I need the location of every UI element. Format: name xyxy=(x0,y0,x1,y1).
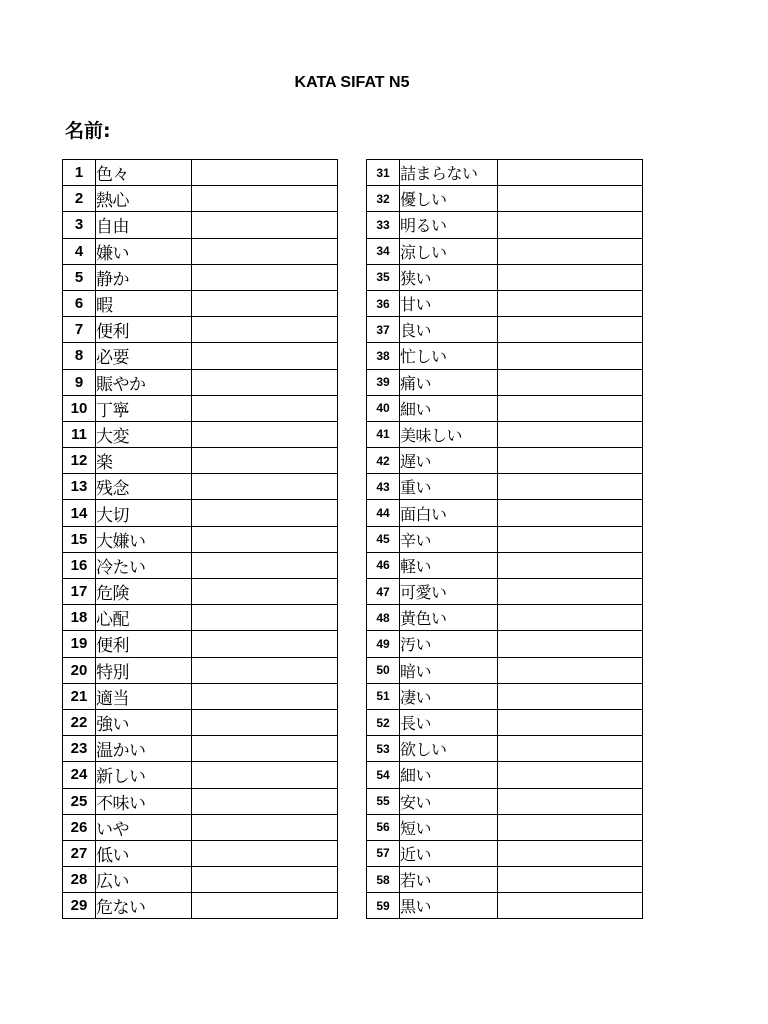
row-number: 10 xyxy=(63,395,96,421)
table-row xyxy=(367,579,643,605)
row-number: 6 xyxy=(63,290,96,316)
table-row xyxy=(367,683,643,709)
row-number: 56 xyxy=(367,814,400,840)
vocab-word: 便利 xyxy=(96,631,192,657)
table-row xyxy=(367,840,643,866)
row-number: 2 xyxy=(63,186,96,212)
table-row xyxy=(63,736,338,762)
vocab-word: 細い xyxy=(400,395,498,421)
vocab-word: 新しい xyxy=(96,762,192,788)
row-number: 47 xyxy=(367,579,400,605)
answer-cell[interactable] xyxy=(498,186,643,212)
vocab-word: 温かい xyxy=(96,736,192,762)
vocab-word: 美味しい xyxy=(400,421,498,447)
row-number: 9 xyxy=(63,369,96,395)
vocab-word: 重い xyxy=(400,474,498,500)
table-row xyxy=(367,762,643,788)
table-row xyxy=(367,212,643,238)
vocab-word: 良い xyxy=(400,317,498,343)
answer-cell[interactable] xyxy=(192,186,338,212)
answer-cell[interactable] xyxy=(498,736,643,762)
row-number: 49 xyxy=(367,631,400,657)
vocab-word: 暇 xyxy=(96,290,192,316)
row-number: 1 xyxy=(63,160,96,186)
answer-cell[interactable] xyxy=(498,369,643,395)
vocab-word: 適当 xyxy=(96,683,192,709)
answer-cell[interactable] xyxy=(498,343,643,369)
answer-cell[interactable] xyxy=(192,814,338,840)
row-number: 11 xyxy=(63,421,96,447)
answer-cell[interactable] xyxy=(192,448,338,474)
table-row xyxy=(367,893,643,919)
answer-cell[interactable] xyxy=(498,395,643,421)
row-number: 18 xyxy=(63,605,96,631)
vocab-word: 自由 xyxy=(96,212,192,238)
answer-cell[interactable] xyxy=(192,840,338,866)
vocab-word: 特別 xyxy=(96,657,192,683)
vocab-word: 広い xyxy=(96,867,192,893)
row-number: 34 xyxy=(367,238,400,264)
row-number: 31 xyxy=(367,160,400,186)
table-row xyxy=(63,709,338,735)
row-number: 36 xyxy=(367,290,400,316)
table-row xyxy=(63,867,338,893)
table-row xyxy=(63,212,338,238)
vocab-word: 可愛い xyxy=(400,579,498,605)
table-row xyxy=(367,474,643,500)
answer-cell[interactable] xyxy=(498,814,643,840)
answer-cell[interactable] xyxy=(192,526,338,552)
vocab-word: 明るい xyxy=(400,212,498,238)
table-row xyxy=(63,160,338,186)
vocab-word: 黄色い xyxy=(400,605,498,631)
row-number: 55 xyxy=(367,788,400,814)
answer-cell[interactable] xyxy=(498,160,643,186)
table-row xyxy=(63,343,338,369)
vocab-word: 危ない xyxy=(96,893,192,919)
answer-cell[interactable] xyxy=(192,736,338,762)
table-row xyxy=(367,500,643,526)
vocab-word: 静か xyxy=(96,264,192,290)
table-row xyxy=(63,448,338,474)
vocab-word: 面白い xyxy=(400,500,498,526)
row-number: 24 xyxy=(63,762,96,788)
table-row xyxy=(367,369,643,395)
row-number: 7 xyxy=(63,317,96,343)
vocab-word: 大嫌い xyxy=(96,526,192,552)
answer-cell[interactable] xyxy=(192,317,338,343)
table-row xyxy=(63,893,338,919)
table-row xyxy=(63,317,338,343)
row-number: 46 xyxy=(367,552,400,578)
table-row xyxy=(63,395,338,421)
row-number: 38 xyxy=(367,343,400,369)
table-row xyxy=(367,395,643,421)
table-row xyxy=(63,762,338,788)
vocab-word: 涼しい xyxy=(400,238,498,264)
table-row xyxy=(63,814,338,840)
table-row xyxy=(63,186,338,212)
row-number: 17 xyxy=(63,579,96,605)
vocab-word: 丁寧 xyxy=(96,395,192,421)
table-row xyxy=(63,605,338,631)
row-number: 54 xyxy=(367,762,400,788)
table-row xyxy=(63,631,338,657)
name-label: 名前: xyxy=(65,120,111,142)
row-number: 12 xyxy=(63,448,96,474)
vocab-word: 安い xyxy=(400,788,498,814)
row-number: 8 xyxy=(63,343,96,369)
answer-cell[interactable] xyxy=(192,657,338,683)
row-number: 26 xyxy=(63,814,96,840)
vocab-word: 低い xyxy=(96,840,192,866)
row-number: 20 xyxy=(63,657,96,683)
table-row xyxy=(63,238,338,264)
table-row xyxy=(367,605,643,631)
table-row xyxy=(63,474,338,500)
row-number: 43 xyxy=(367,474,400,500)
answer-cell[interactable] xyxy=(498,893,643,919)
answer-cell[interactable] xyxy=(192,867,338,893)
answer-cell[interactable] xyxy=(192,474,338,500)
table-row xyxy=(367,421,643,447)
answer-cell[interactable] xyxy=(498,709,643,735)
vocab-word: 細い xyxy=(400,762,498,788)
vocab-word: 甘い xyxy=(400,290,498,316)
answer-cell[interactable] xyxy=(192,631,338,657)
row-number: 52 xyxy=(367,709,400,735)
answer-cell[interactable] xyxy=(498,317,643,343)
row-number: 4 xyxy=(63,238,96,264)
answer-cell[interactable] xyxy=(192,395,338,421)
vocab-word: 色々 xyxy=(96,160,192,186)
table-row xyxy=(63,290,338,316)
vocab-word: 楽 xyxy=(96,448,192,474)
answer-cell[interactable] xyxy=(498,474,643,500)
vocab-word: 黒い xyxy=(400,893,498,919)
vocab-word: 心配 xyxy=(96,605,192,631)
row-number: 41 xyxy=(367,421,400,447)
table-row xyxy=(63,552,338,578)
answer-cell[interactable] xyxy=(192,343,338,369)
row-number: 37 xyxy=(367,317,400,343)
vocab-word: 大変 xyxy=(96,421,192,447)
row-number: 33 xyxy=(367,212,400,238)
table-row xyxy=(367,238,643,264)
row-number: 25 xyxy=(63,788,96,814)
answer-cell[interactable] xyxy=(498,238,643,264)
answer-cell[interactable] xyxy=(498,683,643,709)
answer-cell[interactable] xyxy=(192,212,338,238)
vocab-word: 熱心 xyxy=(96,186,192,212)
row-number: 59 xyxy=(367,893,400,919)
table-row xyxy=(63,526,338,552)
answer-cell[interactable] xyxy=(192,709,338,735)
answer-cell[interactable] xyxy=(498,264,643,290)
table-row xyxy=(63,788,338,814)
vocab-word: 冷たい xyxy=(96,552,192,578)
vocab-word: 強い xyxy=(96,709,192,735)
vocab-table-left xyxy=(62,159,338,919)
table-row xyxy=(367,814,643,840)
answer-cell[interactable] xyxy=(192,500,338,526)
answer-cell[interactable] xyxy=(498,526,643,552)
answer-cell[interactable] xyxy=(192,290,338,316)
table-row xyxy=(63,657,338,683)
table-row xyxy=(63,369,338,395)
answer-cell[interactable] xyxy=(498,290,643,316)
vocab-word: 狭い xyxy=(400,264,498,290)
answer-cell[interactable] xyxy=(192,683,338,709)
table-row xyxy=(367,448,643,474)
row-number: 42 xyxy=(367,448,400,474)
answer-cell[interactable] xyxy=(498,605,643,631)
table-row xyxy=(367,867,643,893)
row-number: 22 xyxy=(63,709,96,735)
row-number: 53 xyxy=(367,736,400,762)
vocab-word: 嫌い xyxy=(96,238,192,264)
answer-cell[interactable] xyxy=(498,631,643,657)
vocab-word: 詰まらない xyxy=(400,160,498,186)
vocab-word: 汚い xyxy=(400,631,498,657)
row-number: 35 xyxy=(367,264,400,290)
answer-cell[interactable] xyxy=(498,762,643,788)
answer-cell[interactable] xyxy=(498,212,643,238)
table-row xyxy=(367,290,643,316)
answer-cell[interactable] xyxy=(192,893,338,919)
answer-cell[interactable] xyxy=(192,579,338,605)
table-row xyxy=(367,788,643,814)
table-row xyxy=(367,343,643,369)
table-row xyxy=(63,500,338,526)
answer-cell[interactable] xyxy=(192,788,338,814)
answer-cell[interactable] xyxy=(498,657,643,683)
vocab-word: 不味い xyxy=(96,788,192,814)
row-number: 19 xyxy=(63,631,96,657)
answer-cell[interactable] xyxy=(498,867,643,893)
vocab-word: 凄い xyxy=(400,683,498,709)
answer-cell[interactable] xyxy=(192,264,338,290)
answer-cell[interactable] xyxy=(192,369,338,395)
vocab-table-right xyxy=(366,159,643,919)
vocab-word: 軽い xyxy=(400,552,498,578)
page-title: KATA SIFAT N5 xyxy=(294,74,410,91)
vocab-word: 大切 xyxy=(96,500,192,526)
vocab-word: 必要 xyxy=(96,343,192,369)
row-number: 27 xyxy=(63,840,96,866)
vocab-word: 長い xyxy=(400,709,498,735)
vocab-word: 危険 xyxy=(96,579,192,605)
row-number: 5 xyxy=(63,264,96,290)
answer-cell[interactable] xyxy=(498,421,643,447)
row-number: 50 xyxy=(367,657,400,683)
vocab-word: 忙しい xyxy=(400,343,498,369)
table-row xyxy=(63,840,338,866)
row-number: 21 xyxy=(63,683,96,709)
row-number: 44 xyxy=(367,500,400,526)
table-row xyxy=(367,264,643,290)
table-row xyxy=(367,317,643,343)
row-number: 57 xyxy=(367,840,400,866)
table-row xyxy=(367,631,643,657)
vocab-word: 残念 xyxy=(96,474,192,500)
table-row xyxy=(367,736,643,762)
vocab-word: 遅い xyxy=(400,448,498,474)
row-number: 15 xyxy=(63,526,96,552)
table-row xyxy=(63,579,338,605)
answer-cell[interactable] xyxy=(498,552,643,578)
vocab-word: 近い xyxy=(400,840,498,866)
row-number: 3 xyxy=(63,212,96,238)
table-row xyxy=(63,421,338,447)
row-number: 32 xyxy=(367,186,400,212)
vocab-word: 賑やか xyxy=(96,369,192,395)
table-row xyxy=(367,552,643,578)
row-number: 14 xyxy=(63,500,96,526)
table-row xyxy=(367,526,643,552)
answer-cell[interactable] xyxy=(192,552,338,578)
vocab-word: 便利 xyxy=(96,317,192,343)
answer-cell[interactable] xyxy=(192,160,338,186)
table-row xyxy=(63,683,338,709)
row-number: 29 xyxy=(63,893,96,919)
row-number: 40 xyxy=(367,395,400,421)
row-number: 51 xyxy=(367,683,400,709)
table-row xyxy=(367,657,643,683)
vocab-word: 若い xyxy=(400,867,498,893)
row-number: 45 xyxy=(367,526,400,552)
answer-cell[interactable] xyxy=(498,788,643,814)
answer-cell[interactable] xyxy=(498,448,643,474)
row-number: 28 xyxy=(63,867,96,893)
row-number: 48 xyxy=(367,605,400,631)
answer-cell[interactable] xyxy=(498,500,643,526)
vocab-word: 暗い xyxy=(400,657,498,683)
vocab-word: 短い xyxy=(400,814,498,840)
row-number: 13 xyxy=(63,474,96,500)
vocab-word: 痛い xyxy=(400,369,498,395)
vocab-word: 優しい xyxy=(400,186,498,212)
row-number: 58 xyxy=(367,867,400,893)
answer-cell[interactable] xyxy=(192,605,338,631)
answer-cell[interactable] xyxy=(498,840,643,866)
table-row xyxy=(367,709,643,735)
row-number: 39 xyxy=(367,369,400,395)
table-row xyxy=(367,186,643,212)
row-number: 16 xyxy=(63,552,96,578)
vocab-word: いや xyxy=(96,814,192,840)
answer-cell[interactable] xyxy=(192,762,338,788)
table-row xyxy=(63,264,338,290)
row-number: 23 xyxy=(63,736,96,762)
answer-cell[interactable] xyxy=(498,579,643,605)
vocab-word: 欲しい xyxy=(400,736,498,762)
answer-cell[interactable] xyxy=(192,421,338,447)
vocab-word: 辛い xyxy=(400,526,498,552)
table-row xyxy=(367,160,643,186)
answer-cell[interactable] xyxy=(192,238,338,264)
